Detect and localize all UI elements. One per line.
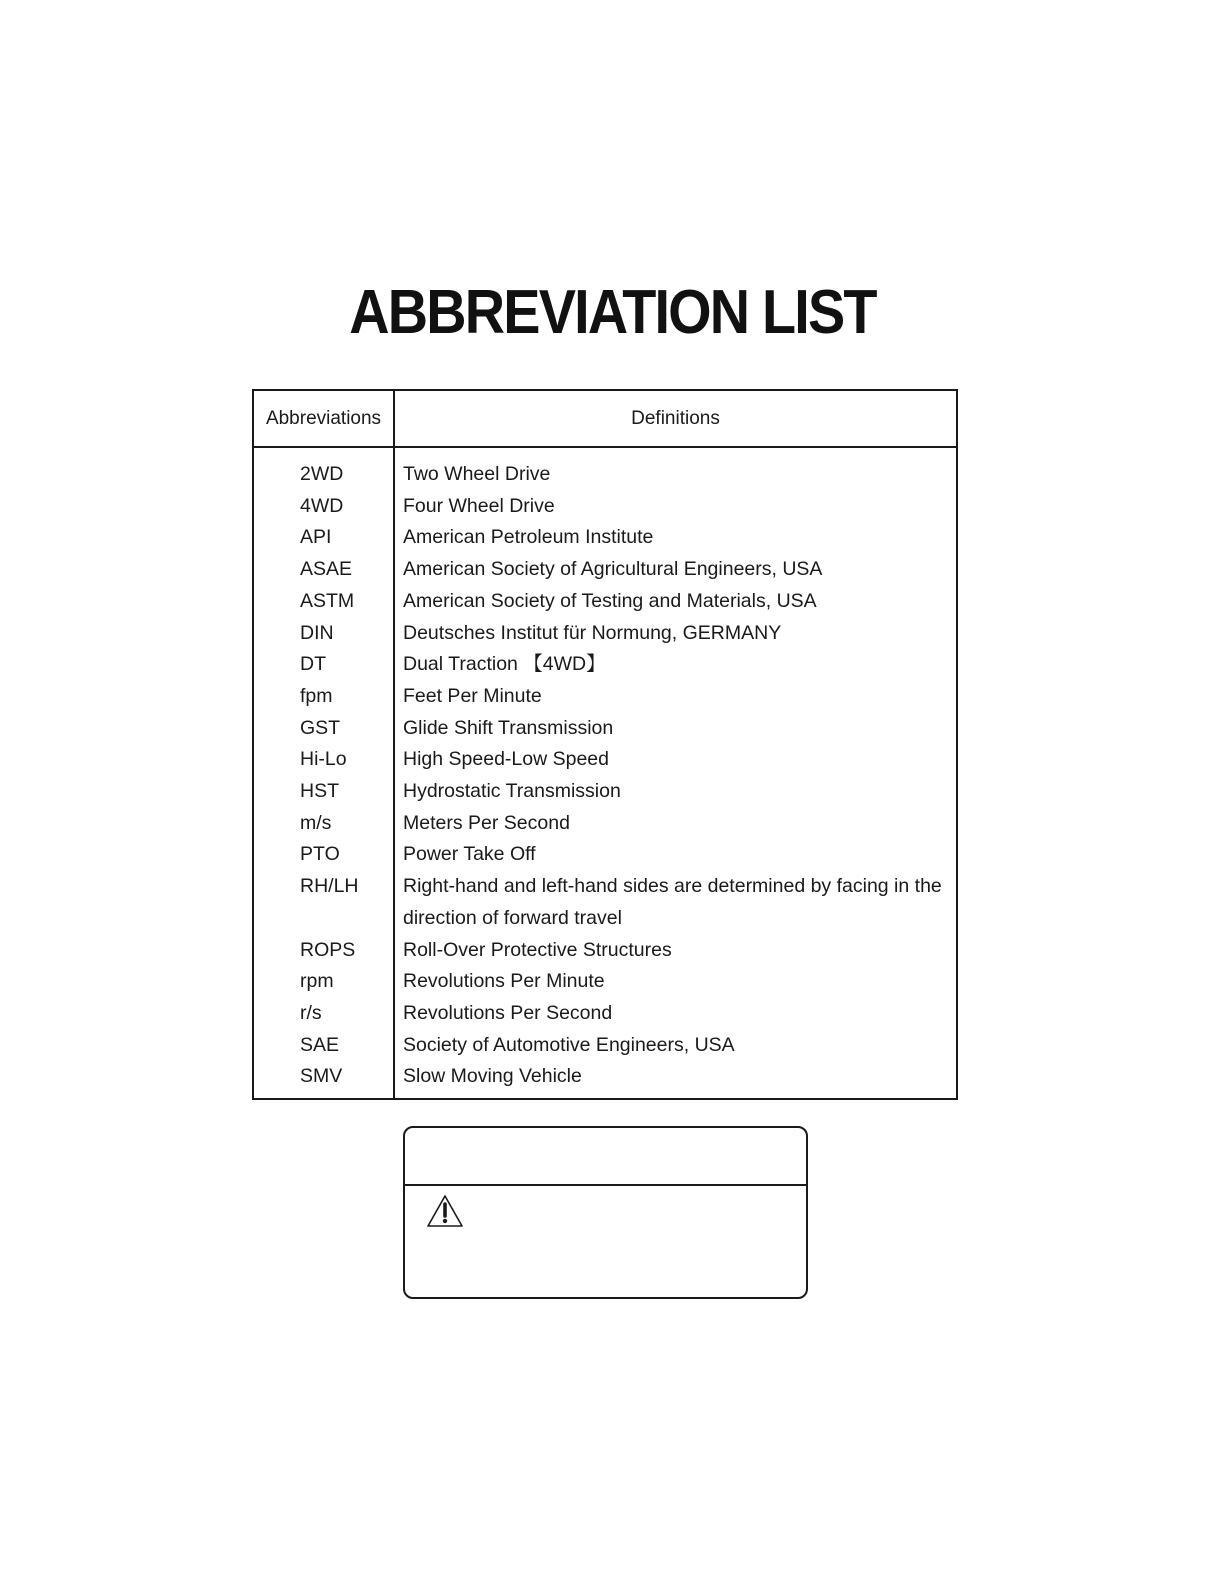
abbreviation-cell: API <box>300 526 332 549</box>
table-row <box>254 966 956 998</box>
table-header-row <box>254 391 956 448</box>
abbreviation-cell: rpm <box>300 970 334 993</box>
definition-cell: Society of Automotive Engineers, USA <box>403 1033 735 1056</box>
table-row <box>254 839 956 871</box>
table-row <box>254 1061 956 1093</box>
table-body <box>254 459 956 1093</box>
definition-cell: Revolutions Per Second <box>403 1001 613 1024</box>
definition-cell: High Speed-Low Speed <box>403 748 609 771</box>
abbreviation-cell: RH/LH <box>300 875 359 898</box>
definition-cell: Power Take Off <box>403 843 536 866</box>
page-title: ABBREVIATION LIST <box>349 278 876 347</box>
table-row <box>254 681 956 713</box>
abbreviation-cell: DIN <box>300 621 334 644</box>
table-row <box>254 713 956 745</box>
definition-cell: Deutsches Institut für Normung, GERMANY <box>403 621 782 644</box>
abbreviation-cell: DT <box>300 653 326 676</box>
abbreviation-cell: 4WD <box>300 494 344 517</box>
abbreviation-cell: ROPS <box>300 938 356 961</box>
abbreviation-cell: GST <box>300 716 341 739</box>
warning-triangle-icon <box>425 1193 465 1229</box>
notice-box <box>403 1126 808 1299</box>
definition-cell: Dual Traction 【4WD】 <box>403 653 606 676</box>
abbreviation-cell: ASAE <box>300 558 353 581</box>
table-row <box>254 808 956 840</box>
table-row <box>254 618 956 650</box>
abbreviation-cell: SAE <box>300 1033 340 1056</box>
table-row <box>254 522 956 554</box>
definition-cell: Four Wheel Drive <box>403 494 555 517</box>
abbreviation-cell: ASTM <box>300 589 355 612</box>
abbreviation-cell: Hi-Lo <box>300 748 347 771</box>
definition-cell: Feet Per Minute <box>403 684 542 707</box>
definition-cell: Glide Shift Transmission <box>403 716 614 739</box>
table-row <box>254 871 956 934</box>
definition-cell: Hydrostatic Transmission <box>403 780 621 803</box>
definition-cell: Right-hand and left-hand sides are determined by facing in the direction of forward travel <box>403 875 942 929</box>
definition-cell: Slow Moving Vehicle <box>403 1065 582 1088</box>
table-row <box>254 776 956 808</box>
table-row <box>254 649 956 681</box>
definition-cell: American Society of Testing and Materials, USA <box>403 589 817 612</box>
header-abbreviations: Abbreviations <box>265 408 382 429</box>
definition-cell: Revolutions Per Minute <box>403 970 605 993</box>
abbreviation-cell: PTO <box>300 843 340 866</box>
table-row <box>254 744 956 776</box>
definition-cell: Meters Per Second <box>403 811 570 834</box>
abbreviation-cell: fpm <box>300 684 333 707</box>
table-row <box>254 491 956 523</box>
table-row <box>254 935 956 967</box>
definition-cell: American Petroleum Institute <box>403 526 654 549</box>
abbreviation-cell: m/s <box>300 811 332 834</box>
definition-cell: American Society of Agricultural Engineers, USA <box>403 558 823 581</box>
table-row <box>254 586 956 618</box>
abbreviation-cell: r/s <box>300 1001 322 1024</box>
abbreviation-cell: HST <box>300 780 339 803</box>
abbreviation-cell: SMV <box>300 1065 343 1088</box>
table-row <box>254 1030 956 1062</box>
table-row <box>254 459 956 491</box>
header-definitions: Definitions <box>631 408 720 429</box>
definition-cell: Two Wheel Drive <box>403 463 551 485</box>
notice-header <box>405 1128 806 1186</box>
table-row <box>254 554 956 586</box>
abbreviation-table <box>252 389 958 1100</box>
definition-cell: Roll-Over Protective Structures <box>403 938 672 961</box>
table-row <box>254 998 956 1030</box>
abbreviation-cell: 2WD <box>300 463 344 485</box>
